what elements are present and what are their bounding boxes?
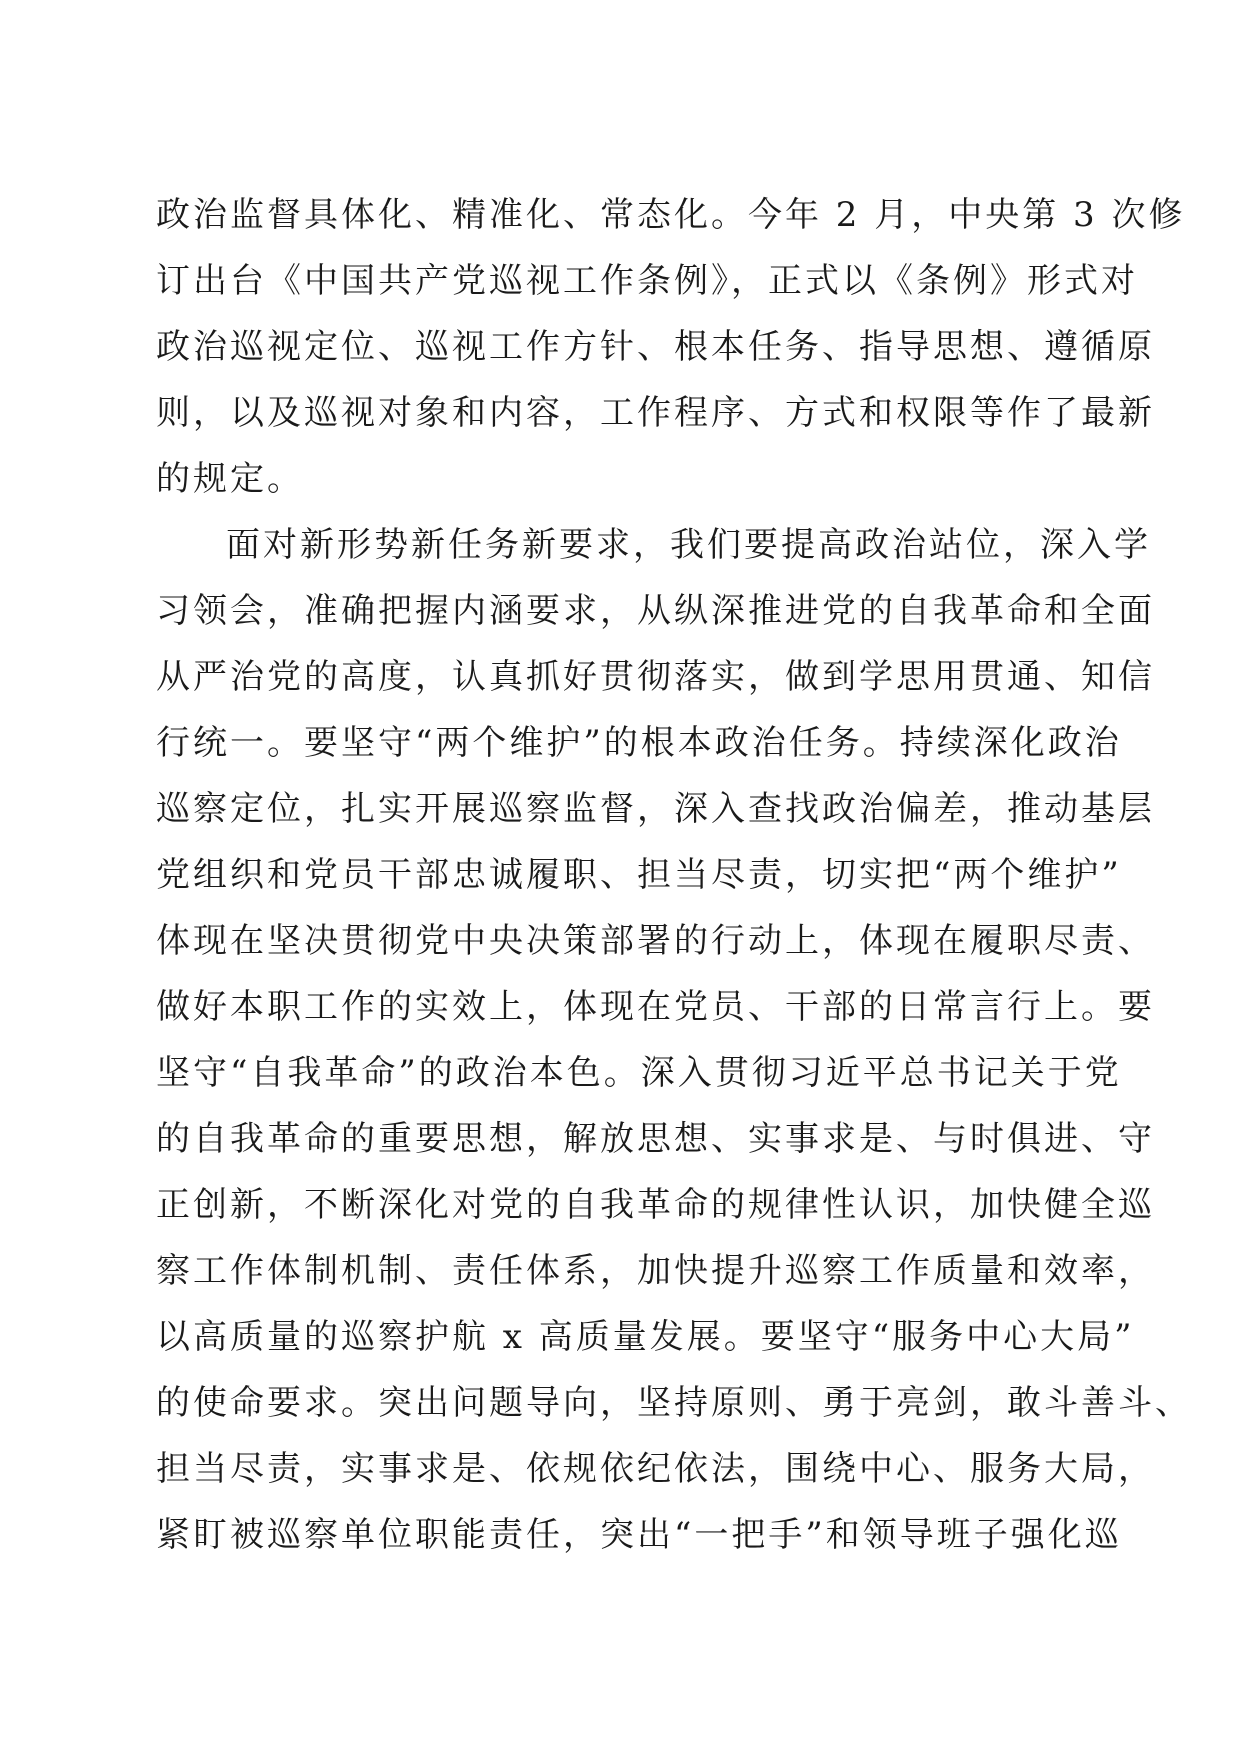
paragraph-line: 政治监督具体化、精准化、常态化。今年 2 月，中央第 3 次修 — [156, 195, 1186, 235]
paragraph-line: 政治巡视定位、巡视工作方针、根本任务、指导思想、遵循原 — [156, 327, 1155, 367]
paragraph-line: 紧盯被巡察单位职能责任，突出“一把手”和领导班子强化巡 — [156, 1515, 1122, 1555]
paragraph-line: 习领会，准确把握内涵要求，从纵深推进党的自我革命和全面 — [156, 591, 1155, 631]
paragraph-1 — [156, 182, 1186, 512]
paragraph-line: 正创新，不断深化对党的自我革命的规律性认识，加快健全巡 — [156, 1185, 1155, 1225]
paragraph-line: 坚守“自我革命”的政治本色。深入贯彻习近平总书记关于党 — [156, 1053, 1122, 1093]
paragraph-line: 党组织和党员干部忠诚履职、担当尽责，切实把“两个维护” — [156, 855, 1122, 895]
paragraph-line: 担当尽责，实事求是、依规依纪依法，围绕中心、服务大局， — [156, 1449, 1155, 1489]
paragraph-line: 的规定。 — [156, 459, 304, 499]
paragraph-line: 以高质量的巡察护航 x 高质量发展。要坚守“服务中心大局” — [156, 1317, 1135, 1357]
paragraph-line: 的自我革命的重要思想，解放思想、实事求是、与时俱进、守 — [156, 1119, 1155, 1159]
paragraph-line: 行统一。要坚守“两个维护”的根本政治任务。持续深化政治 — [156, 723, 1122, 763]
paragraph-line: 的使命要求。突出问题导向，坚持原则、勇于亮剑，敢斗善斗、 — [156, 1383, 1192, 1423]
paragraph-line: 体现在坚决贯彻党中央决策部署的行动上，体现在履职尽责、 — [156, 921, 1155, 961]
document-body — [156, 182, 1192, 1568]
paragraph-line: 巡察定位，扎实开展巡察监督，深入查找政治偏差，推动基层 — [156, 789, 1155, 829]
paragraph-line: 做好本职工作的实效上，体现在党员、干部的日常言行上。要 — [156, 987, 1155, 1027]
paragraph-first-line: 面对新形势新任务新要求，我们要提高政治站位，深入学 — [226, 525, 1151, 565]
paragraph-line: 订出台《中国共产党巡视工作条例》，正式以《条例》形式对 — [156, 261, 1138, 301]
paragraph-line: 从严治党的高度，认真抓好贯彻落实，做到学思用贯通、知信 — [156, 657, 1155, 697]
paragraph-line: 则，以及巡视对象和内容，工作程序、方式和权限等作了最新 — [156, 393, 1155, 433]
paragraph-2 — [156, 512, 1192, 1568]
paragraph-line: 察工作体制机制、责任体系，加快提升巡察工作质量和效率， — [156, 1251, 1155, 1291]
